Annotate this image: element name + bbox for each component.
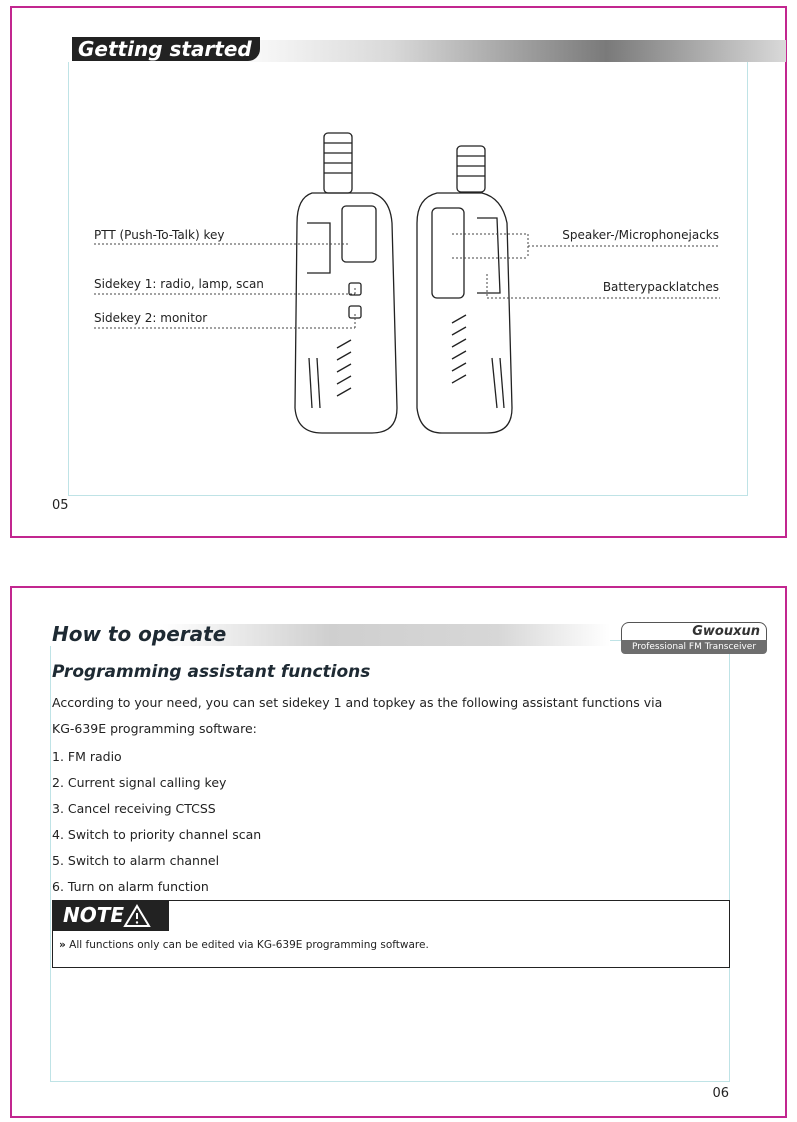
list-item: 3. Cancel receiving CTCSS <box>52 801 216 816</box>
note-heading-text: NOTE <box>63 903 125 927</box>
note-text-row <box>59 939 429 951</box>
intro-line-2: KG-639E programming software: <box>52 721 257 736</box>
manual-page-getting-started <box>10 6 787 538</box>
note-box <box>52 900 730 968</box>
brand-tagline: Professional FM Transceiver <box>621 640 767 654</box>
sidekey1-label: Sidekey 1: radio, lamp, scan <box>94 277 264 291</box>
list-item: 5. Switch to alarm channel <box>52 853 220 868</box>
manual-page-how-to-operate <box>10 586 787 1118</box>
subheading: Programming assistant functions <box>52 662 371 682</box>
wouxun-logo: Gwouxun <box>621 622 767 640</box>
section-title: How to operate <box>52 622 227 646</box>
sidekey2-label: Sidekey 2: monitor <box>94 311 208 325</box>
page-number: 06 <box>712 1086 729 1101</box>
note-heading <box>53 901 169 931</box>
ptt-key-label: PTT (Push-To-Talk) key <box>94 228 225 242</box>
list-item: 6. Turn on alarm function <box>52 879 209 894</box>
intro-line-1: According to your need, you can set sidekey 1 and topkey as the following assistant functions via <box>52 695 663 710</box>
warning-icon <box>123 904 151 928</box>
list-item: 2. Current signal calling key <box>52 775 227 790</box>
radio-illustration <box>12 8 789 540</box>
page-number: 05 <box>52 498 69 513</box>
latches-label: Batterypacklatches <box>602 280 719 294</box>
note-text: All functions only can be edited via KG-639E programming software. <box>69 939 429 951</box>
list-item: 1. FM radio <box>52 749 122 764</box>
double-chevron-icon: » <box>59 939 66 951</box>
jacks-label: Speaker-/Microphonejacks <box>562 228 719 242</box>
list-item: 4. Switch to priority channel scan <box>52 827 262 842</box>
brand-logo <box>621 622 767 654</box>
section-title: Getting started <box>72 37 260 61</box>
function-list <box>52 744 261 900</box>
